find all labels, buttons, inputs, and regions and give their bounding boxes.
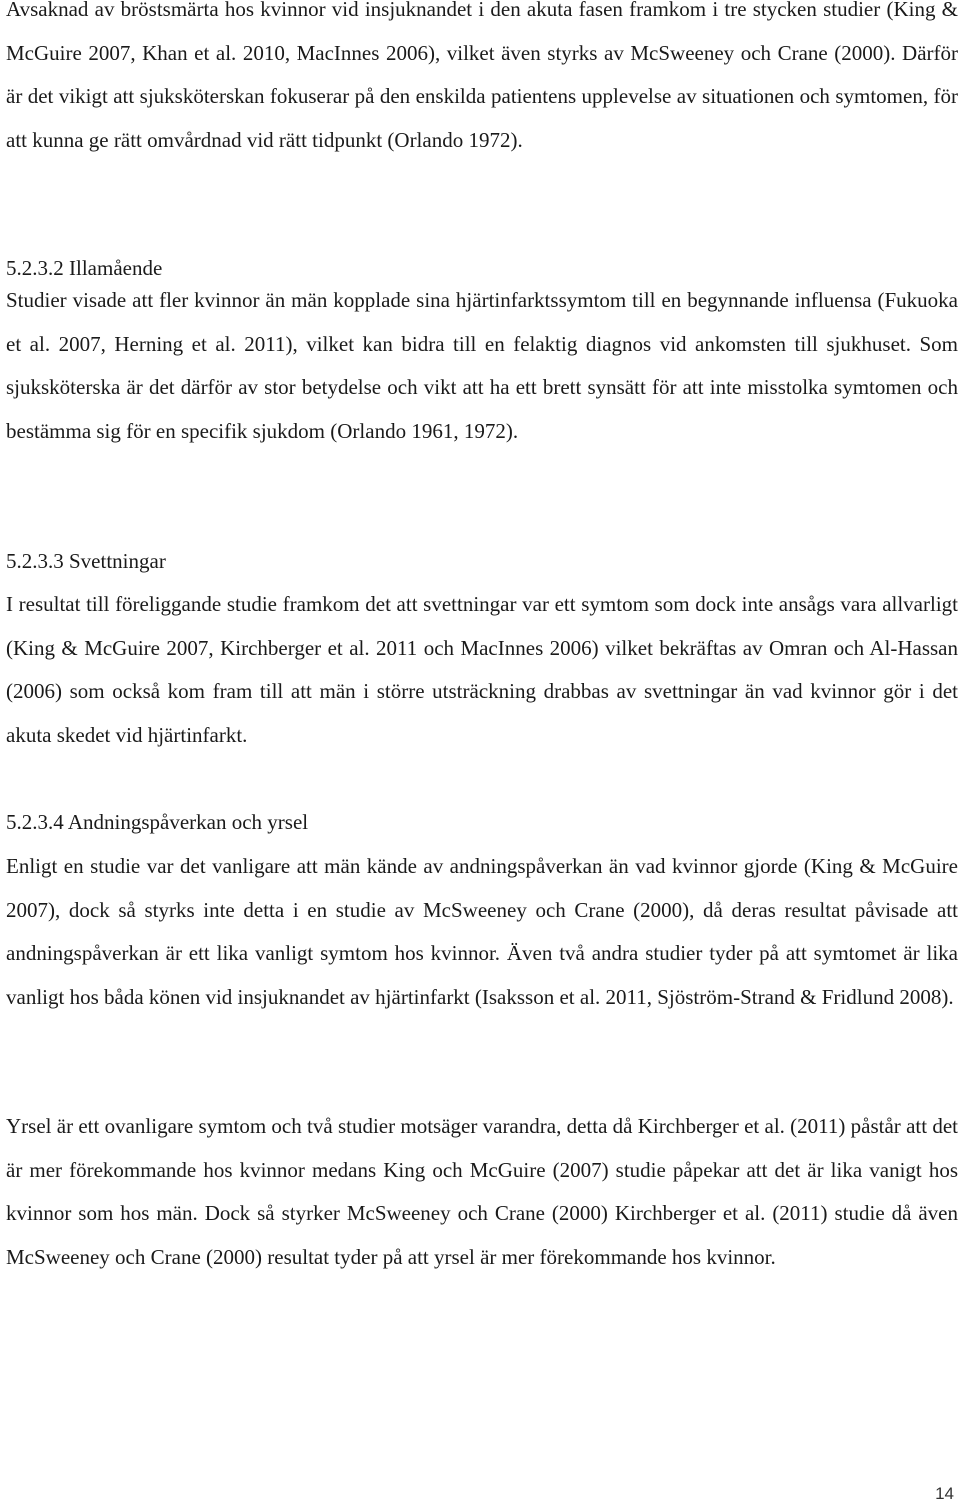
section-heading-nausea: 5.2.3.2 Illamående <box>6 256 163 280</box>
paragraph-breathing: Enligt en studie var det vanligare att män kände av andningspåverkan än vad kvinnor gjorde (King & McGuire 2007), dock så styrks inte detta i en studie av McSweeney och Crane (2000), då deras resultat påvisade att andningspåverkan är ett lika vanligt symtom hos kvinnor. Även två andra studier tyder på att symtomet är lika vanligt hos båda könen vid insjuknandet av hjärtinfarkt (Isaksson et al. 2011, Sjöström-Strand & Fridlund 2008). <box>6 854 958 1009</box>
paragraph-nausea: Studier visade att fler kvinnor än män kopplade sina hjärtinfarktssymtom till en begynnande influensa (Fukuoka et al. 2007, Herning et al. 2011), vilket kan bidra till en felaktig diagnos vid ankomsten till sjukhuset. Som sjuksköterska är det därför av stor betydelse och vikt att ha ett brett synsätt för att inte misstolka symtomen och bestämma sig för en specifik sjukdom (Orlando 1961, 1972). <box>6 288 958 443</box>
section-heading-sweating: 5.2.3.3 Svettningar <box>6 549 166 573</box>
paragraph-chest-pain: Avsaknad av bröstsmärta hos kvinnor vid insjuknandet i den akuta fasen framkom i tre stycken studier (King & McGuire 2007, Khan et al. 2010, MacInnes 2006), vilket även styrks av McSweeney och Crane (2000). Därför är det vikigt att sjuksköterskan fokuserar på den enskilda patientens upplevelse av situationen och symtomen, för att kunna ge rätt omvårdnad vid rätt tidpunkt (Orlando 1972). <box>6 0 958 152</box>
paragraph-dizziness: Yrsel är ett ovanligare symtom och två studier motsäger varandra, detta då Kirchberger et al. (2011) påstår att det är mer förekommande hos kvinnor medans King och McGuire (2007) studie påpekar att det är lika vanigt hos kvinnor som hos män. Dock så styrker McSweeney och Crane (2000) Kirchberger et al. (2011) studie då även McSweeney och Crane (2000) resultat tyder på att yrsel är mer förekommande hos kvinnor. <box>6 1114 958 1269</box>
page-number: 14 <box>935 1484 954 1503</box>
section-heading-breathing-dizziness: 5.2.3.4 Andningspåverkan och yrsel <box>6 810 309 834</box>
paragraph-sweating: I resultat till föreliggande studie framkom det att svettningar var ett symtom som dock inte ansågs vara allvarligt (King & McGuire 2007, Kirchberger et al. 2011 och MacInnes 2006) vilket bekräftas av Omran och Al-Hassan (2006) som också kom fram till att män i större utsträckning drabbas av svettningar än vad kvinnor gör i det akuta skedet vid hjärtinfarkt. <box>6 592 958 747</box>
